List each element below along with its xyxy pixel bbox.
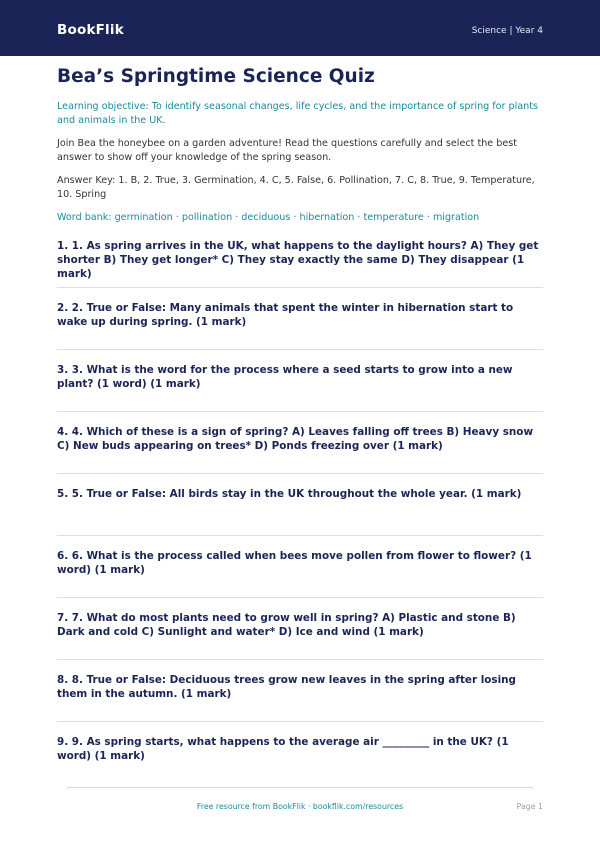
question-divider [57,349,543,350]
page-title: Bea’s Springtime Science Quiz [57,66,375,87]
question-4: 4. 4. Which of these is a sign of spring? A) Leaves falling off trees B) Heavy snow C) New buds appearing on trees* D) Ponds freezing over (1 mark) [57,425,534,452]
worksheet-content [57,66,543,783]
subject-year-label: Science | Year 4 [471,26,543,36]
question-divider [57,597,543,598]
question-divider [57,659,543,660]
question-9: 9. 9. As spring starts, what happens to the average air _________ in the UK? (1 word) (1 mark) [57,735,509,762]
question-divider [57,535,543,536]
question-divider [57,721,543,722]
footer-link[interactable]: Free resource from BookFlik · bookflik.com/resources [196,802,404,811]
answer-key: Answer Key: 1. B, 2. True, 3. Germination, 4. C, 5. False, 6. Pollination, 7. C, 8. True, 9. Temperature, 10. Spring [57,175,535,200]
page-number: Page 1 [516,802,543,811]
question-divider [57,473,543,474]
question-5: 5. 5. True or False: All birds stay in the UK throughout the whole year. (1 mark) [57,487,522,500]
brand-logo[interactable]: BookFlik [57,22,124,38]
question-1: 1. 1. As spring arrives in the UK, what happens to the daylight hours? A) They get shorter B) They get longer* C) They stay exactly the same D) They disappear (1 mark) [57,239,539,280]
word-bank: Word bank: germination · pollination · deciduous · hibernation · temperature · migration [57,212,480,223]
question-divider [57,287,543,288]
question-6: 6. 6. What is the process called when bees move pollen from flower to flower? (1 word) (1 mark) [57,549,532,576]
question-list [57,239,543,783]
question-3: 3. 3. What is the word for the process where a seed starts to grow into a new plant? (1 word) (1 mark) [57,363,513,390]
learning-objective: Learning objective: To identify seasonal changes, life cycles, and the importance of spring for plants and animals in the UK. [57,101,539,126]
intro-text: Join Bea the honeybee on a garden adventure! Read the questions carefully and select the best answer to show off your knowledge of the spring season. [57,138,518,163]
footer-divider [67,787,533,788]
page-header [0,0,600,56]
question-2: 2. 2. True or False: Many animals that spent the winter in hibernation start to wake up during spring. (1 mark) [57,301,514,328]
question-8: 8. 8. True or False: Deciduous trees grow new leaves in the spring after losing them in the autumn. (1 mark) [57,673,516,700]
question-7: 7. 7. What do most plants need to grow well in spring? A) Plastic and stone B) Dark and cold C) Sunlight and water* D) Ice and wind (1 mark) [57,611,516,638]
question-divider [57,411,543,412]
